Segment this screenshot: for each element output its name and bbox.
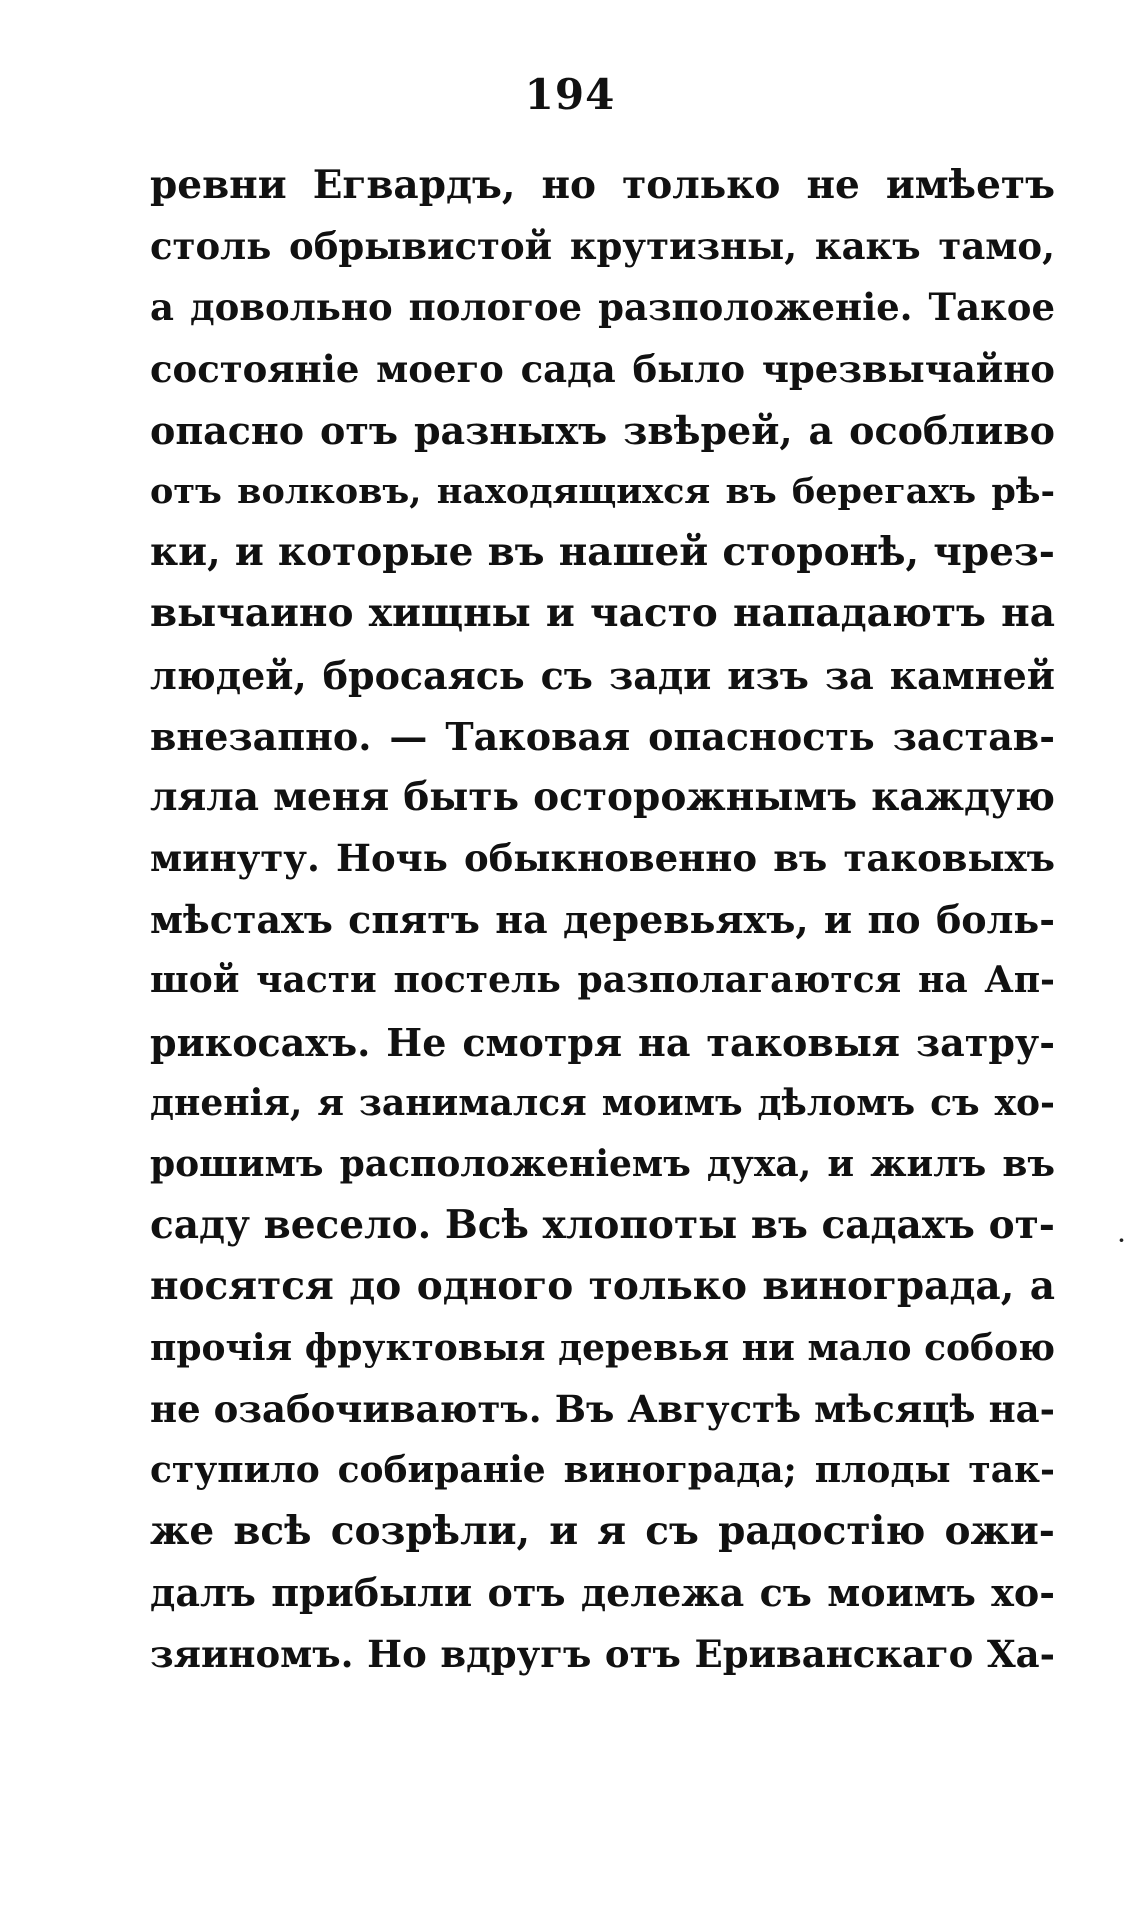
text-line: зяиномъ. Но вдругъ отъ Ериванскаго Ха-: [150, 1631, 1055, 1676]
text-line: прочія фруктовыя деревья ни мало собою: [150, 1326, 1055, 1369]
text-line: ки, и которые въ нашей сторонѣ, чрез-: [150, 529, 1055, 576]
text-line: столь обрывистой крутизны, какъ тамо,: [150, 224, 1055, 269]
text-line: минуту. Ночь обыкновенно въ таковыхъ: [150, 836, 1055, 881]
text-line: далъ прибыли отъ дележа съ моимъ хо-: [150, 1570, 1055, 1616]
text-line: ревни Егвардъ, но только не имѣетъ: [150, 162, 1055, 208]
text-line: опасно отъ разныхъ звѣрей, а особливо: [150, 407, 1055, 453]
body-text: [150, 155, 1055, 1685]
text-line: отъ волковъ, находящихся въ берегахъ рѣ-: [150, 470, 1055, 512]
page-number: 194: [524, 70, 616, 119]
text-line: вычаино хищны и часто нападаютъ на: [150, 590, 1055, 637]
text-line: рошимъ расположеніемъ духа, и жилъ въ: [150, 1143, 1055, 1185]
margin-dot: ·: [1118, 1228, 1125, 1252]
text-line: носятся до одного только винограда, а: [150, 1263, 1055, 1310]
text-line: не озабочиваютъ. Въ Августѣ мѣсяцѣ на-: [150, 1386, 1055, 1431]
text-line: шой части постель разполагаются на Ап-: [150, 959, 1055, 1002]
text-line: же всѣ созрѣли, и я съ радостію ожи-: [150, 1508, 1055, 1555]
text-line: ляла меня быть осторожнымъ каждую: [150, 773, 1055, 820]
text-line: состояніе моего сада было чрезвычайно: [150, 346, 1055, 391]
text-line: мѣстахъ спятъ на деревьяхъ, и по боль-: [150, 897, 1055, 943]
text-line: ступило собираніе винограда; плоды так-: [150, 1448, 1055, 1491]
text-line: а довольно пологое разположеніе. Такое: [150, 285, 1055, 330]
text-line: внезапно. — Таковая опасность застав-: [150, 713, 1055, 759]
text-line: саду весело. Всѣ хлопоты въ садахъ от-: [150, 1202, 1055, 1249]
text-line: людей, бросаясь съ зади изъ за камней: [150, 652, 1055, 698]
text-line: дненія, я занимался моимъ дѣломъ съ хо-: [150, 1081, 1055, 1124]
text-line: рикосахъ. Не смотря на таковыя затру-: [150, 1019, 1055, 1065]
